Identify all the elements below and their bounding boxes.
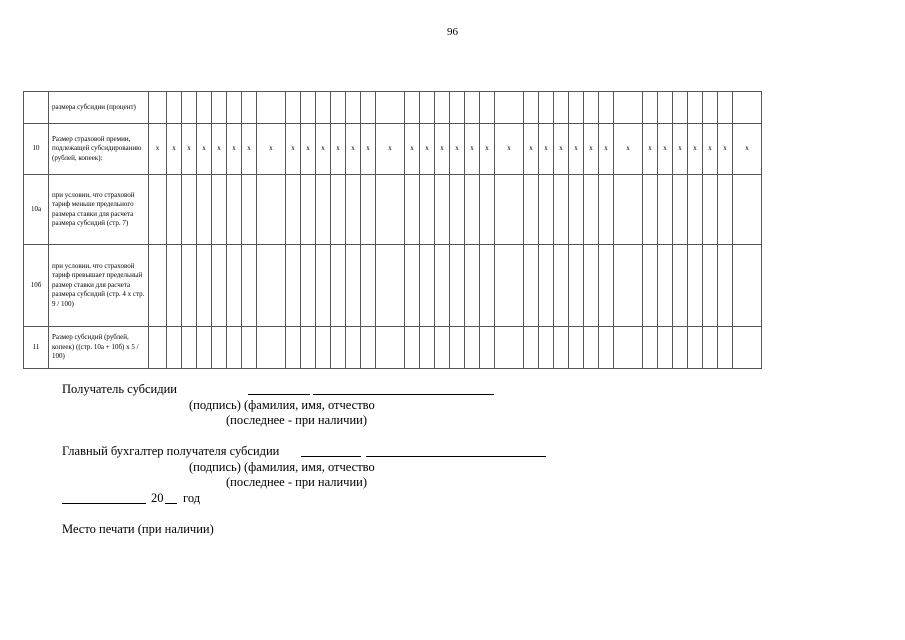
recipient-label: Получатель субсидии: [62, 382, 177, 396]
empty-cell[interactable]: [257, 92, 286, 124]
empty-cell[interactable]: [718, 92, 733, 124]
cross-mark-cell[interactable]: x: [212, 124, 227, 175]
empty-cell[interactable]: [242, 327, 257, 369]
cross-mark-cell[interactable]: x: [197, 124, 212, 175]
empty-cell[interactable]: [420, 175, 435, 245]
empty-cell[interactable]: [405, 175, 420, 245]
empty-cell[interactable]: [539, 245, 554, 327]
empty-cell[interactable]: [733, 92, 762, 124]
empty-cell[interactable]: [450, 92, 465, 124]
empty-cell[interactable]: [480, 245, 495, 327]
empty-cell[interactable]: [376, 175, 405, 245]
empty-cell[interactable]: [149, 92, 167, 124]
empty-cell[interactable]: [405, 327, 420, 369]
empty-cell[interactable]: [227, 327, 242, 369]
empty-cell[interactable]: [733, 175, 762, 245]
empty-cell[interactable]: [584, 92, 599, 124]
recipient-caption-1: (подпись) (фамилия, имя, отчество: [189, 397, 375, 412]
empty-cell[interactable]: [286, 92, 301, 124]
cross-mark-cell[interactable]: x: [539, 124, 554, 175]
cross-mark-cell[interactable]: x: [465, 124, 480, 175]
cross-mark-cell[interactable]: x: [316, 124, 331, 175]
empty-cell[interactable]: [480, 175, 495, 245]
empty-cell[interactable]: [465, 175, 480, 245]
recipient-caption-2: (последнее - при наличии): [226, 413, 367, 427]
empty-cell[interactable]: [197, 327, 212, 369]
empty-cell[interactable]: [149, 327, 167, 369]
empty-cell[interactable]: [658, 175, 673, 245]
cross-mark-cell[interactable]: x: [149, 124, 167, 175]
empty-cell[interactable]: [286, 327, 301, 369]
empty-cell[interactable]: [554, 175, 569, 245]
empty-cell[interactable]: [524, 175, 539, 245]
empty-cell[interactable]: [167, 92, 182, 124]
empty-cell[interactable]: [197, 92, 212, 124]
empty-cell[interactable]: [480, 92, 495, 124]
empty-cell[interactable]: [495, 245, 524, 327]
empty-cell[interactable]: [212, 245, 227, 327]
empty-cell[interactable]: [718, 327, 733, 369]
empty-cell[interactable]: [450, 245, 465, 327]
empty-cell[interactable]: [569, 92, 584, 124]
empty-cell[interactable]: [316, 92, 331, 124]
empty-cell[interactable]: [524, 92, 539, 124]
empty-cell[interactable]: [361, 92, 376, 124]
cross-mark-cell[interactable]: x: [524, 124, 539, 175]
accountant-label: Главный бухгалтер получателя субсидии: [62, 444, 280, 458]
table-row: [24, 327, 762, 369]
cross-mark-cell[interactable]: x: [584, 124, 599, 175]
empty-cell[interactable]: [346, 327, 361, 369]
table-row: [24, 124, 762, 175]
row-number: 10а: [24, 175, 49, 245]
empty-cell[interactable]: [524, 327, 539, 369]
empty-cell[interactable]: [361, 327, 376, 369]
cross-mark-cell[interactable]: x: [227, 124, 242, 175]
empty-cell[interactable]: [703, 92, 718, 124]
cross-mark-cell[interactable]: x: [405, 124, 420, 175]
empty-cell[interactable]: [703, 245, 718, 327]
empty-cell[interactable]: [316, 175, 331, 245]
row-number: 10б: [24, 245, 49, 327]
empty-cell[interactable]: [212, 327, 227, 369]
subsidy-table: [23, 91, 762, 369]
empty-cell[interactable]: [361, 245, 376, 327]
empty-cell[interactable]: [361, 175, 376, 245]
empty-cell[interactable]: [167, 245, 182, 327]
empty-cell[interactable]: [643, 245, 658, 327]
row-label: при условии, что страховой тариф меньше предельного размера ставки для расчета размера субсидий (стр. 7): [49, 175, 149, 245]
date-line: [62, 491, 622, 507]
empty-cell[interactable]: [420, 327, 435, 369]
empty-cell[interactable]: [197, 175, 212, 245]
empty-cell[interactable]: [301, 245, 316, 327]
empty-cell[interactable]: [733, 245, 762, 327]
empty-cell[interactable]: [614, 92, 643, 124]
empty-cell[interactable]: [539, 175, 554, 245]
row-label: размера субсидии (процент): [49, 92, 149, 124]
empty-cell[interactable]: [658, 245, 673, 327]
empty-cell[interactable]: [539, 92, 554, 124]
empty-cell[interactable]: [554, 327, 569, 369]
cross-mark-cell[interactable]: x: [301, 124, 316, 175]
cross-mark-cell[interactable]: x: [480, 124, 495, 175]
table-row: [24, 245, 762, 327]
empty-cell[interactable]: [703, 175, 718, 245]
empty-cell[interactable]: [167, 327, 182, 369]
empty-cell[interactable]: [718, 245, 733, 327]
cross-mark-cell[interactable]: x: [495, 124, 524, 175]
empty-cell[interactable]: [688, 175, 703, 245]
empty-cell[interactable]: [301, 175, 316, 245]
empty-cell[interactable]: [614, 327, 643, 369]
empty-cell[interactable]: [435, 92, 450, 124]
row-number: 10: [24, 124, 49, 175]
empty-cell[interactable]: [212, 92, 227, 124]
empty-cell[interactable]: [465, 92, 480, 124]
empty-cell[interactable]: [301, 327, 316, 369]
cross-mark-cell[interactable]: x: [242, 124, 257, 175]
cross-mark-cell[interactable]: x: [435, 124, 450, 175]
empty-cell[interactable]: [376, 245, 405, 327]
cross-mark-cell[interactable]: x: [450, 124, 465, 175]
row-number: 11: [24, 327, 49, 369]
date-day-month-field[interactable]: [62, 491, 146, 504]
row-label: Размер субсидий (рублей, копеек) ((стр. 10а + 10б) x 5 / 100): [49, 327, 149, 369]
date-year-suffix: год: [183, 490, 201, 505]
row-label: при условии, что страховой тариф превышает предельный размер ставки для расчета размера субсидий (стр. 4 x стр. 9 / 100): [49, 245, 149, 327]
cross-mark-cell[interactable]: x: [554, 124, 569, 175]
page-number: 96: [447, 26, 458, 38]
empty-cell[interactable]: [316, 327, 331, 369]
empty-cell[interactable]: [539, 327, 554, 369]
empty-cell[interactable]: [643, 327, 658, 369]
empty-cell[interactable]: [182, 327, 197, 369]
empty-cell[interactable]: [286, 175, 301, 245]
accountant-caption-2: (последнее - при наличии): [226, 475, 367, 489]
cross-mark-cell[interactable]: x: [569, 124, 584, 175]
empty-cell[interactable]: [242, 245, 257, 327]
empty-cell[interactable]: [599, 327, 614, 369]
cross-mark-cell[interactable]: x: [167, 124, 182, 175]
empty-cell[interactable]: [569, 175, 584, 245]
empty-cell[interactable]: [584, 327, 599, 369]
empty-cell[interactable]: [420, 245, 435, 327]
empty-cell[interactable]: [673, 92, 688, 124]
empty-cell[interactable]: [718, 175, 733, 245]
empty-cell[interactable]: [242, 92, 257, 124]
cross-mark-cell[interactable]: x: [361, 124, 376, 175]
empty-cell[interactable]: [376, 327, 405, 369]
cross-mark-cell[interactable]: x: [703, 124, 718, 175]
empty-cell[interactable]: [599, 175, 614, 245]
empty-cell[interactable]: [658, 327, 673, 369]
empty-cell[interactable]: [733, 327, 762, 369]
empty-cell[interactable]: [257, 245, 286, 327]
empty-cell[interactable]: [420, 92, 435, 124]
empty-cell[interactable]: [554, 92, 569, 124]
empty-cell[interactable]: [405, 245, 420, 327]
empty-cell[interactable]: [346, 175, 361, 245]
cross-mark-cell[interactable]: x: [331, 124, 346, 175]
stamp-label: Место печати (при наличии): [62, 521, 214, 536]
cross-mark-cell[interactable]: x: [718, 124, 733, 175]
empty-cell[interactable]: [599, 245, 614, 327]
accountant-signature-field[interactable]: [301, 444, 361, 457]
empty-cell[interactable]: [614, 245, 643, 327]
empty-cell[interactable]: [197, 245, 212, 327]
empty-cell[interactable]: [149, 175, 167, 245]
empty-cell[interactable]: [331, 245, 346, 327]
empty-cell[interactable]: [614, 175, 643, 245]
empty-cell[interactable]: [331, 175, 346, 245]
empty-cell[interactable]: [376, 92, 405, 124]
empty-cell[interactable]: [149, 245, 167, 327]
empty-cell[interactable]: [495, 327, 524, 369]
empty-cell[interactable]: [688, 327, 703, 369]
empty-cell[interactable]: [450, 327, 465, 369]
empty-cell[interactable]: [182, 245, 197, 327]
cross-mark-cell[interactable]: x: [658, 124, 673, 175]
empty-cell[interactable]: [465, 245, 480, 327]
empty-cell[interactable]: [569, 327, 584, 369]
recipient-name-field[interactable]: [313, 382, 494, 395]
date-year-field[interactable]: [165, 491, 177, 504]
empty-cell[interactable]: [257, 175, 286, 245]
empty-cell[interactable]: [405, 92, 420, 124]
empty-cell[interactable]: [643, 92, 658, 124]
empty-cell[interactable]: [465, 327, 480, 369]
row-label: Размер страховой премии, подлежащей субсидированию (рублей, копеек):: [49, 124, 149, 175]
empty-cell[interactable]: [242, 175, 257, 245]
empty-cell[interactable]: [227, 92, 242, 124]
empty-cell[interactable]: [584, 245, 599, 327]
empty-cell[interactable]: [673, 245, 688, 327]
cross-mark-cell[interactable]: x: [420, 124, 435, 175]
accountant-name-field[interactable]: [366, 444, 546, 457]
empty-cell[interactable]: [658, 92, 673, 124]
cross-mark-cell[interactable]: x: [599, 124, 614, 175]
empty-cell[interactable]: [495, 92, 524, 124]
empty-cell[interactable]: [346, 245, 361, 327]
signature-block: [62, 382, 622, 537]
empty-cell[interactable]: [301, 92, 316, 124]
empty-cell[interactable]: [703, 327, 718, 369]
empty-cell[interactable]: [495, 175, 524, 245]
stamp-line: [62, 522, 622, 538]
empty-cell[interactable]: [673, 327, 688, 369]
cross-mark-cell[interactable]: x: [733, 124, 762, 175]
empty-cell[interactable]: [346, 92, 361, 124]
empty-cell[interactable]: [227, 245, 242, 327]
empty-cell[interactable]: [286, 245, 301, 327]
empty-cell[interactable]: [257, 327, 286, 369]
empty-cell[interactable]: [182, 92, 197, 124]
table-row: [24, 175, 762, 245]
empty-cell[interactable]: [688, 92, 703, 124]
date-year-prefix: 20: [151, 490, 164, 505]
empty-cell[interactable]: [673, 175, 688, 245]
empty-cell[interactable]: [182, 175, 197, 245]
empty-cell[interactable]: [688, 245, 703, 327]
cross-mark-cell[interactable]: x: [643, 124, 658, 175]
table-row: [24, 92, 762, 124]
cross-mark-cell[interactable]: x: [182, 124, 197, 175]
empty-cell[interactable]: [569, 245, 584, 327]
empty-cell[interactable]: [212, 175, 227, 245]
empty-cell[interactable]: [584, 175, 599, 245]
empty-cell[interactable]: [331, 92, 346, 124]
cross-mark-cell[interactable]: x: [614, 124, 643, 175]
accountant-caption-1: (подпись) (фамилия, имя, отчество: [189, 459, 375, 474]
empty-cell[interactable]: [331, 327, 346, 369]
empty-cell[interactable]: [435, 327, 450, 369]
empty-cell[interactable]: [227, 175, 242, 245]
cross-mark-cell[interactable]: x: [346, 124, 361, 175]
empty-cell[interactable]: [435, 175, 450, 245]
empty-cell[interactable]: [316, 245, 331, 327]
empty-cell[interactable]: [167, 175, 182, 245]
empty-cell[interactable]: [599, 92, 614, 124]
empty-cell[interactable]: [554, 245, 569, 327]
cross-mark-cell[interactable]: x: [673, 124, 688, 175]
accountant-line: [62, 444, 622, 460]
cross-mark-cell[interactable]: x: [257, 124, 286, 175]
empty-cell[interactable]: [480, 327, 495, 369]
empty-cell[interactable]: [524, 245, 539, 327]
cross-mark-cell[interactable]: x: [286, 124, 301, 175]
recipient-signature-field[interactable]: [248, 382, 310, 395]
empty-cell[interactable]: [450, 175, 465, 245]
empty-cell[interactable]: [435, 245, 450, 327]
empty-cell[interactable]: [643, 175, 658, 245]
row-number: [24, 92, 49, 124]
recipient-line: [62, 382, 622, 398]
cross-mark-cell[interactable]: x: [688, 124, 703, 175]
cross-mark-cell[interactable]: x: [376, 124, 405, 175]
